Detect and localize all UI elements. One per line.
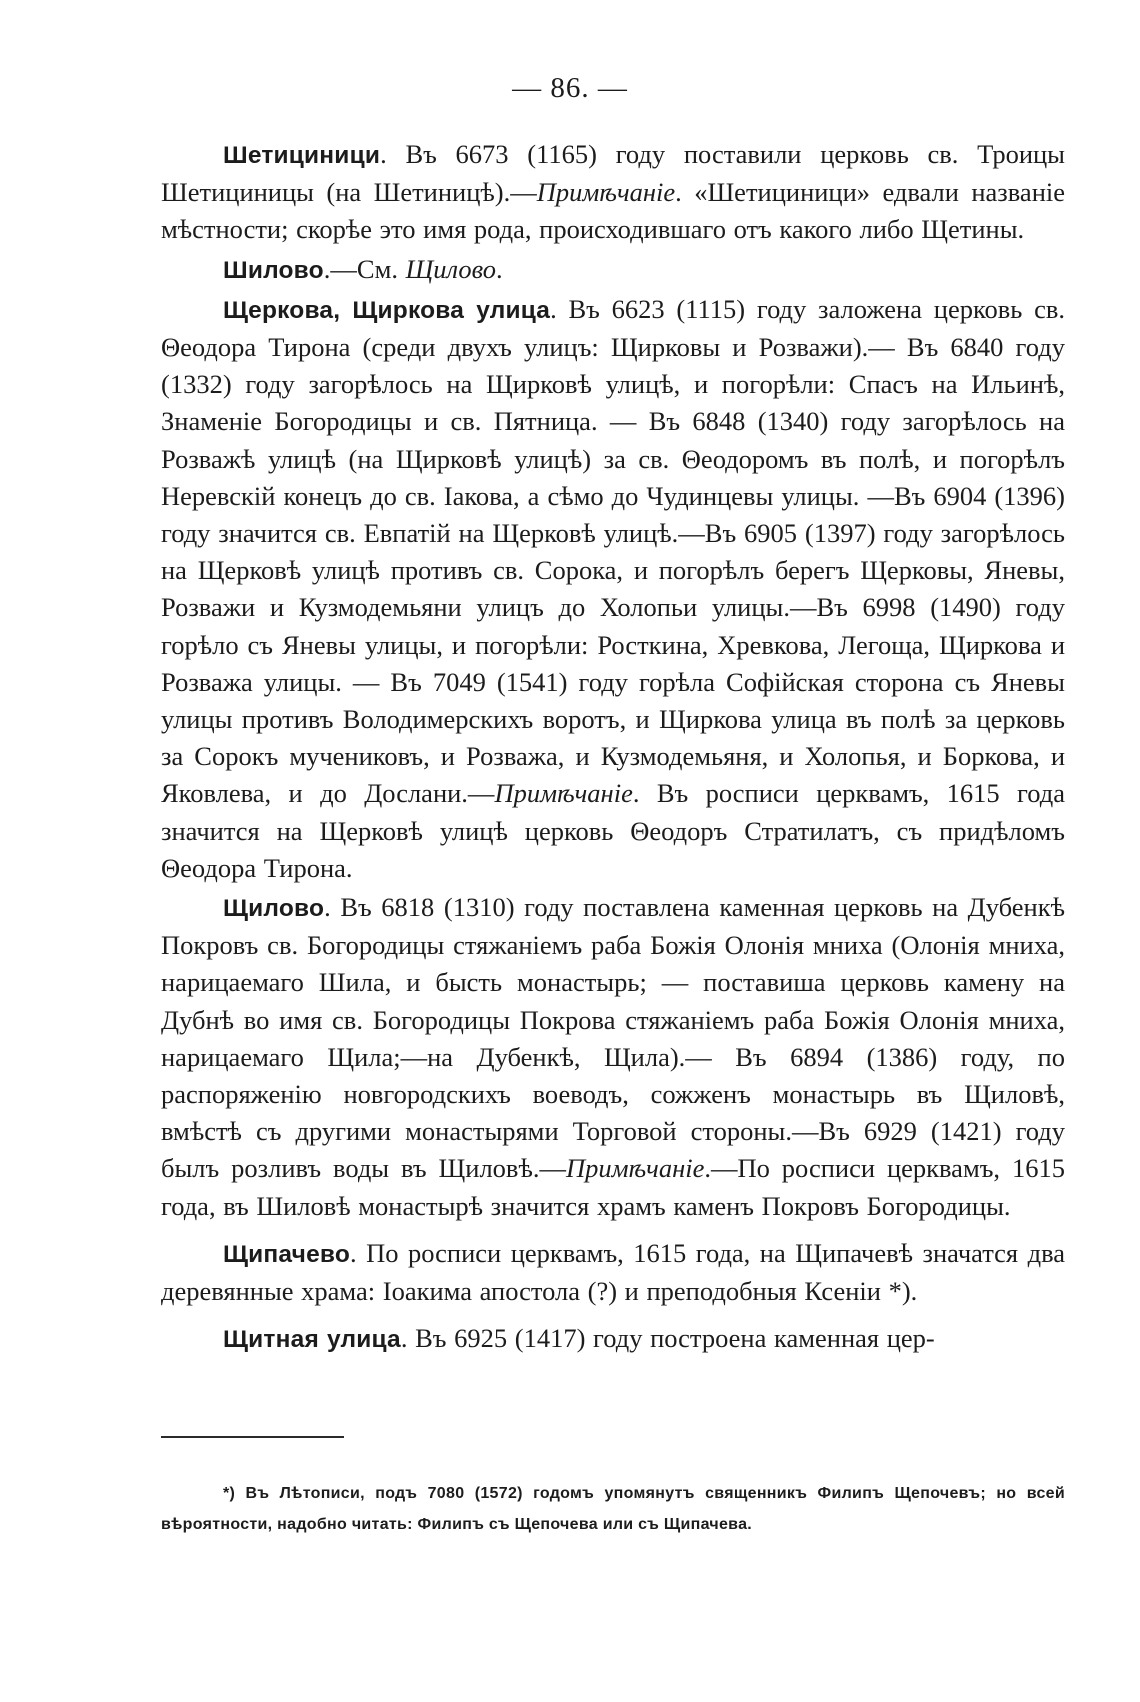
entry-shcherkova-ulitsa	[161, 291, 1065, 887]
entry-text: . Въ 6623 (1115) году заложена церковь св. Θеодора Тирона (среди двухъ улицъ: Щирковы и Розважи).— Въ 6840 году (1332) году загорѣлось на Щирковѣ улицѣ, и погорѣли: Спасъ на Ильинѣ, Знаменіе Богородицы и св. Пятница. — Въ 6848 (1340) году загорѣлось на Розважѣ улицѣ (на Щирковѣ улицѣ) за св. Θеодоромъ въ полѣ, и погорѣлъ Неревскій конецъ до св. Іакова, а сѣмо до Чудинцевы улицы. —Въ 6904 (1396) году значится св. Евпатій на Щерковѣ улицѣ.—Въ 6905 (1397) году загорѣлось на Щерковѣ улицѣ противъ св. Сорока, и погорѣлъ берегъ Щерковы, Яневы, Розважи и Кузмодемьяни улицъ до Холопьи улицы.—Въ 6998 (1490) году горѣло съ Яневы улицы, и погорѣли: Росткина, Хревкова, Легоща, Щиркова и Розважа улицы. — Въ 7049 (1541) году горѣла Софійская сторона съ Яневы улицы противъ Володимерскихъ воротъ, и Щиркова улица въ полѣ за церковь за Сорокъ мучениковъ, и Розважа, и Кузмодемьяня, и Холопья, и Боркова, и Яковлева, и до Дослани.—	[161, 293, 1065, 809]
entry-text: .—См.	[323, 253, 406, 284]
entry-headword: Щеркова, Щиркова улица	[223, 296, 551, 324]
page-number: — 86. —	[512, 72, 628, 104]
footnote-divider	[161, 1436, 344, 1438]
entry-headword: Щилово	[223, 895, 325, 923]
entry-text-tail: .	[496, 253, 503, 284]
entry-headword: Шетициници	[223, 142, 381, 169]
entry-note-label: Примѣчаніе	[494, 778, 633, 809]
entry-note-label: Примѣчаніе	[565, 1153, 705, 1184]
entry-shetitsinitsy	[161, 136, 1065, 249]
entry-text: . По росписи церквамъ, 1615 года, на Щипачевѣ значатся два деревянные храма: Іоакима апостола (?) и преподобныя Ксеніи *).	[161, 1237, 1065, 1307]
entry-shchipachevo	[161, 1235, 1065, 1310]
entry-text: . Въ 6925 (1417) году построена каменная цер-	[400, 1323, 935, 1354]
entry-headword: Щипачево	[223, 1240, 350, 1268]
page-body	[161, 136, 1065, 1359]
entry-note-label: Примѣчаніе	[536, 177, 676, 208]
entry-shchitnaya-ulitsa	[161, 1320, 1065, 1358]
entry-shilovo	[161, 251, 1065, 289]
entry-text-tail: . «Шетициници» едвали названіе мѣстности; скорѣе это имя рода, происходившаго отъ какого либо Щетины.	[161, 177, 1065, 245]
entry-headword: Щитная улица	[223, 1326, 401, 1354]
footnote: *) Въ Лѣтописи, подъ 7080 (1572) годомъ упомянутъ священникъ Филипъ Щепочевъ; но всей вѣроятности, надобно читать: Филипъ съ Щепочева или съ Щипачева.	[161, 1485, 1065, 1533]
entry-text: . Въ 6673 (1165) году поставили церковь св. Троицы Шетициницы (на Шетиницѣ).—	[161, 139, 1065, 208]
entry-text: . Въ 6818 (1310) году поставлена каменная церковь на Дубенкѣ Покровъ св. Богородицы стяжаніемъ раба Божія Олонія мниха (Олонія мниха, нарицаемаго Шила, и бысть монастырь; — поставиша церковь камену на Дубнѣ во имя св. Богородицы Покрова стяжаніемъ раба Божія Олонія мниха, нарицаемаго Щила;—на Дубенкѣ, Щила).— Въ 6894 (1386) году, по распоряженію новгородскихъ воеводъ, сожженъ монастырь въ Щиловѣ, вмѣстѣ съ другими монастырями Торговой стороны.—Въ 6929 (1421) году былъ розливъ воды въ Щиловѣ.—	[161, 892, 1065, 1184]
entry-text-tail: .—По росписи церквамъ, 1615 года, въ Шиловѣ монастырѣ значится храмъ каменъ Покровъ Богородицы.	[161, 1153, 1065, 1221]
entry-shchilovo	[161, 889, 1065, 1225]
entry-text-tail: . Въ росписи церквамъ, 1615 года значится на Щерковѣ улицѣ церковь Θеодоръ Стратилатъ, съ придѣломъ Θеодора Тирона.	[161, 778, 1065, 883]
entry-headword: Шилово	[223, 256, 324, 284]
entry-cross-reference: Щилово	[405, 253, 497, 284]
